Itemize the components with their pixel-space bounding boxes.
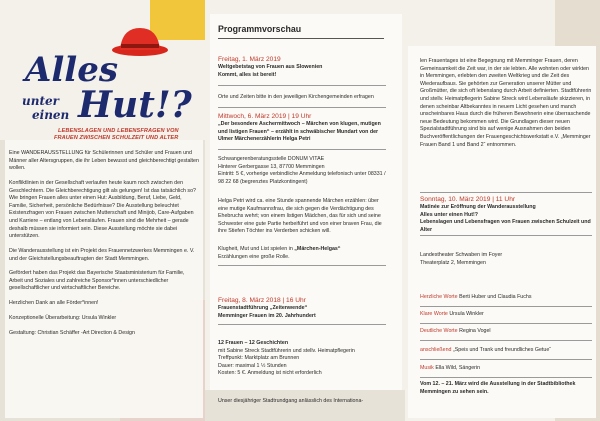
event-date: Sonntag, 10. März 2019 | 11 Uhr: [420, 196, 516, 203]
logo-alles: Alles: [25, 50, 118, 90]
event-address: Landestheater Schwaben im Foyer Theaterplatz 2, Memmingen: [420, 252, 503, 266]
event-title: „Der besondere Aschermittwoch – Märchen von klugen, mutigen und listigen Frauen“ – erzählt in schwäbischer Mundart von der Ulmer Märchenerzählerin Helga Petri: [218, 121, 381, 143]
event-2-desc: [218, 198, 386, 236]
left-paragraph: Gestaltung: Christian Schäffer -Art Direction & Design: [9, 329, 135, 336]
event-title: Frauenstadtführung „Zeitenwende“ Memminger Frauen im 20. Jahrhundert: [218, 305, 316, 319]
left-paragraph: Die Wanderausstellung ist ein Projekt des Frauennetzwerkes Memmingen e. V. und der Gleichstellungsbeauftragten der Stadt Memmingen.: [9, 247, 195, 262]
program-row: Herzliche Worte Berti Huber und Claudia Fuchs: [420, 294, 532, 300]
left-paragraph: Konzeptionelle Überarbeitung: Ursula Winkler: [9, 315, 117, 322]
event-3-more: [218, 398, 386, 406]
event-closing: Klugheit, Mut und List spielen in „Märchen-Helgas“ Erzählungen eine große Rolle.: [218, 246, 341, 260]
program-row: anschließend „Speis und Trank und freundliches Getue“: [420, 347, 552, 353]
event-3-continued: [420, 58, 592, 149]
event-3-details: [218, 340, 386, 378]
logo-einen: einen: [32, 108, 70, 122]
divider: [420, 340, 592, 341]
event-3: [218, 296, 386, 320]
event-text: Vom 12. – 21. März wird die Ausstellung in der Stadtbibliothek Memmingen zu sehen sein.: [420, 381, 576, 395]
divider: [420, 359, 592, 360]
event-text: len Frauentages ist eine Begegnung mit Memminger Frauen, deren Gemeinsamkeit die Zeit war, in der sie lebten. Alle wohnten oder wirkten in Memmingen, erlebten den zweiten Weltkrieg und die Zeit des Wiederaufbaus. Sie gehörten zur Generation unserer Mütter und Großmütter, die sich oft lebenslang durch Arbeit definierten. Stadtführerin und stellv. Heimatpflegerin Sabine Streck wird Lebensläufe skizzieren, in denen scheinbar Altbekanntes in neuem Licht gesehen und manch unscheinbares Haus durch die früheren Bewohnerin eine überraschende neue Bedeutung bekommen wird. Die Grundlagen dieser neuen Spezialstadtführung sind bis auf wenige Ausnahmen den beiden Buchveröffentlichungen der Frauengeschichtswerkstatt e.V. „Memminger Frauen Band 1 und Band 2“ entnommen.: [420, 58, 592, 148]
event-text: mit Sabine Streck Stadtführerin und stellv. Heimatpflegerin Treffpunkt: Marktplatz am Brunnen Dauer: maximal 1 ½ Stunden Kosten: 5 €. Anmeldung ist nicht erforderlich: [218, 347, 355, 377]
logo-hut: Hut!?: [78, 84, 192, 126]
left-paragraph: Eine WANDERAUSSTELLUNG für Schülerinnen und Schüler und Frauen und Männer aller Altersgruppen, die ihr Leben bewusst und gleichberechtigt gestalten wollen.: [9, 150, 199, 172]
event-text: Unser diesjähriger Stadtrundgang anlässlich des Internationa-: [218, 398, 364, 404]
event-subtitle: 12 Frauen – 12 Geschichten: [218, 340, 289, 346]
left-paragraph: Herzlichen Dank an alle Förder*innen!: [9, 300, 99, 307]
divider: [218, 265, 386, 266]
event-4: [420, 195, 592, 234]
logo-tagline-2: FRAUEN ZWISCHEN SCHULZEIT UND ALTER: [54, 135, 179, 141]
event-2: [218, 112, 386, 144]
divider: [218, 149, 386, 150]
left-paragraph: Konfliktlinien in der Gesellschaft verlaufen heute kaum noch zwischen den Geschlechtern. Die Gleichberechtigung gilt als gelungen! Ist das tatsächlich so? Wie bringen Frauen alles unter einen Hut: Ausbildung, Beruf, Liebe, Geld, Familie, Sicherheit, persönliche Bedürfnisse? Die Ausstellung beleuchtet Existenzfragen von Frauen zwischen Mutterschaft und Minijob, Care-Aufgaben und Karriere – entlang von Lebensläufen. Frauen sind die Mehrheit – gerade deshalb müssen sie informiert sein. Diese Ausstellung möchte sie dabei unterstützen.: [9, 179, 196, 240]
divider: [218, 324, 386, 325]
divider: [420, 235, 592, 236]
hat-icon: [110, 24, 170, 58]
event-date: Mittwoch, 6. März 2019 | 19 Uhr: [218, 113, 312, 120]
logo-unter: unter: [22, 94, 59, 108]
event-date: Freitag, 1. März 2019: [218, 56, 281, 63]
left-paragraph: Gefördert haben das Projekt das Bayerische Staatsministerium für Familie, Arbeit und Soziales und zahlreiche Sponsor*innen unterschiedlicher gesellschaftlicher und wirtschaftlicher Bereiche.: [9, 270, 185, 292]
program-row: Klare Worte Ursula Winkler: [420, 311, 484, 317]
header-underline: [218, 38, 384, 39]
event-1: [218, 55, 386, 79]
final-note: [420, 381, 592, 396]
divider: [420, 192, 592, 193]
logo-tagline-1: LEBENSLAGEN UND LEBENSFRAGEN VON: [58, 128, 179, 134]
program-row: Deutliche Worte Regina Vogel: [420, 328, 491, 334]
event-text: Orte und Zeiten bitte in den jeweiligen Kirchengemeinden erfragen: [218, 94, 374, 100]
divider: [420, 323, 592, 324]
event-date: Freitag, 8. März 2018 | 16 Uhr: [218, 297, 306, 304]
event-title: Weltgebetstag von Frauen aus Slowenien Kommt, alles ist bereit!: [218, 64, 323, 78]
event-2-closing: [218, 246, 386, 261]
event-title: Matinée zur Eröffnung der Wanderausstellung Alles unter einen Hut!? Lebenslagen und Lebensfragen von Frauen zwischen Schulzeit und Alter: [420, 204, 591, 233]
event-1-note: [218, 94, 386, 102]
event-text: Helga Petri wird ca. eine Stunde spannende Märchen erzählen: über eine mutige Kaufmannsfrau, die sich gegen die Verdächtigung des Ehebruchs wehrt; von einem listigen Mädchen, das für sich und seine Schwester eine gute Partie herbeiführt und von einer braven Frau, die ihre Stiefen Töchter ins Verderben schicken will.: [218, 198, 382, 235]
event-4-place: [420, 252, 592, 267]
divider: [218, 107, 386, 108]
divider: [420, 306, 592, 307]
divider: [218, 85, 386, 86]
divider: [420, 377, 592, 378]
event-2-address: [218, 156, 386, 186]
left-text-block: [9, 150, 199, 345]
program-header: Programmvorschau: [218, 24, 302, 34]
program-row: Musik Ella Wild, Sängerin: [420, 365, 481, 371]
event-address: Schwangerenberatungsstelle DONUM VITAE Hinterer Gerbergasse 13, 87700 Memmingen Eintritt: 5 €, vorherige verbindliche Anmeldung telefonisch unter 08331 / 98 22 68 (begrenztes Platzkontingent): [218, 156, 386, 185]
